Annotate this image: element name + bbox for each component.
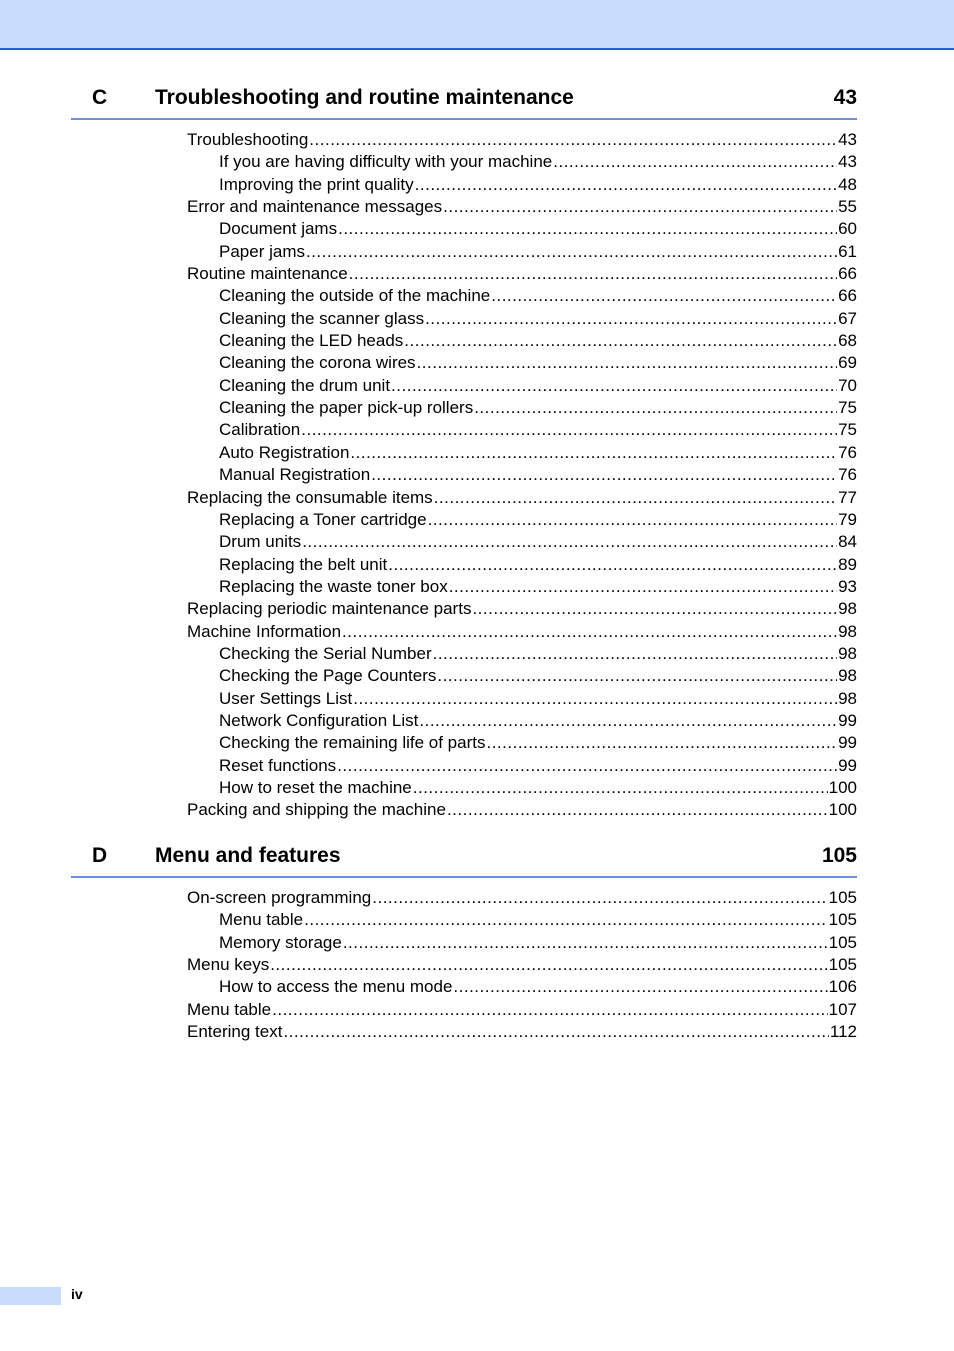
toc-subentry[interactable] (71, 151, 857, 173)
dot-leader (349, 263, 837, 285)
dot-leader (343, 932, 828, 954)
toc-entry-page: 70 (838, 375, 857, 395)
toc-entry-title: Checking the remaining life of parts (219, 733, 486, 753)
toc-entry-title: Cleaning the drum unit (219, 375, 391, 395)
dot-leader (553, 151, 837, 173)
toc-entry-title: Cleaning the LED heads (219, 331, 404, 351)
dot-leader (417, 352, 838, 374)
dot-leader (425, 308, 837, 330)
toc-entry-page: 77 (838, 487, 857, 507)
dot-leader (433, 643, 837, 665)
toc-entry-title: Improving the print quality (219, 174, 414, 194)
toc-entry-page: 67 (838, 308, 857, 328)
toc-entry-title: Replacing the waste toner box (219, 576, 448, 596)
toc-subentry[interactable] (71, 352, 857, 374)
dot-leader (302, 531, 837, 553)
dot-leader (486, 732, 837, 754)
toc-entry-page: 105 (828, 955, 857, 975)
toc-entry-page: 43 (838, 130, 857, 149)
chapter-d-section (71, 842, 857, 1043)
toc-entry[interactable] (71, 1021, 857, 1043)
toc-entry-page: 98 (838, 688, 857, 708)
dot-leader (304, 909, 828, 931)
dot-leader (472, 598, 837, 620)
toc-entry-title: Manual Registration (219, 465, 371, 485)
toc-entry-page: 99 (838, 755, 857, 775)
dot-leader (272, 999, 828, 1021)
toc-entry-title: How to access the menu mode (219, 977, 453, 997)
chapter-heading[interactable] (71, 842, 857, 878)
toc-entry-page: 98 (838, 599, 857, 619)
toc-entry-title: If you are having difficulty with your machine (219, 152, 553, 172)
toc-entry-title: Cleaning the scanner glass (219, 308, 425, 328)
toc-entry-title: User Settings List (219, 688, 353, 708)
toc-entry-page: 79 (838, 509, 857, 529)
toc-entry-page: 98 (838, 666, 857, 686)
toc-entry-title: Cleaning the corona wires (219, 353, 416, 373)
dot-leader (337, 755, 837, 777)
toc-entry-page: 66 (838, 264, 857, 284)
toc-entry-title: Calibration (219, 420, 301, 440)
dot-leader (306, 241, 837, 263)
toc-subentry[interactable] (71, 909, 857, 931)
toc-subentry[interactable] (71, 976, 857, 998)
toc-entry[interactable] (71, 887, 857, 909)
toc-entry-title: On-screen programming (187, 888, 372, 907)
toc-entry-page: 105 (828, 932, 857, 952)
toc-subentry[interactable] (71, 419, 857, 441)
dot-leader (283, 1021, 828, 1043)
toc-entry[interactable] (71, 129, 857, 151)
toc-entry-title: Entering text (187, 1022, 283, 1042)
toc-entry-title: Machine Information (187, 621, 342, 641)
toc-entry-page: 89 (838, 554, 857, 574)
toc-entry-page: 105 (828, 888, 857, 907)
toc-entry-page: 75 (838, 398, 857, 418)
toc-entry-page: 60 (838, 219, 857, 239)
dot-leader (449, 576, 837, 598)
toc-subentry[interactable] (71, 710, 857, 732)
chapter-page-number: 105 (821, 844, 857, 867)
dot-leader (434, 487, 837, 509)
toc-subentry[interactable] (71, 755, 857, 777)
dot-leader (415, 174, 837, 196)
toc-entry-title: Network Configuration List (219, 710, 419, 730)
toc-entry-title: Memory storage (219, 932, 342, 952)
toc-entry-title: Checking the Page Counters (219, 666, 437, 686)
page-tab-marker (0, 1287, 61, 1305)
toc-entry-page: 76 (838, 465, 857, 485)
chapter-page-number: 43 (833, 86, 857, 109)
toc-entry-page: 76 (838, 442, 857, 462)
dot-leader (419, 710, 837, 732)
toc-subentry[interactable] (71, 375, 857, 397)
toc-entry-page: 98 (838, 621, 857, 641)
toc-entry[interactable] (71, 196, 857, 218)
dot-leader (428, 509, 837, 531)
toc-entry-page: 98 (838, 643, 857, 663)
dot-leader (474, 397, 837, 419)
chapter-c-section (71, 84, 857, 822)
toc-entry-page: 61 (838, 241, 857, 261)
toc-entry-page: 105 (828, 910, 857, 930)
dot-leader (371, 464, 837, 486)
toc-entry-page: 93 (838, 576, 857, 596)
toc-entry-page: 75 (838, 420, 857, 440)
toc-entry-title: Menu table (187, 999, 272, 1019)
toc-subentry[interactable] (71, 688, 857, 710)
toc-entry[interactable] (71, 263, 857, 285)
chapter-title: Menu and features (155, 844, 341, 867)
footer-page-number: iv (71, 1286, 83, 1302)
dot-leader (270, 954, 827, 976)
toc-entry-title: Troubleshooting (187, 130, 309, 149)
toc-entry-page: 66 (838, 286, 857, 306)
toc-subentry[interactable] (71, 308, 857, 330)
chapter-heading[interactable] (71, 84, 857, 120)
toc-subentry[interactable] (71, 397, 857, 419)
dot-leader (342, 621, 837, 643)
dot-leader (453, 976, 827, 998)
toc-list (71, 129, 857, 822)
toc-subentry[interactable] (71, 442, 857, 464)
toc-entry-title: Replacing a Toner cartridge (219, 509, 427, 529)
toc-subentry[interactable] (71, 464, 857, 486)
toc-entry-page: 107 (828, 999, 857, 1019)
toc-entry[interactable] (71, 799, 857, 821)
toc-entry-title: Reset functions (219, 755, 337, 775)
toc-entry-page: 84 (838, 532, 857, 552)
dot-leader (353, 688, 837, 710)
toc-entry[interactable] (71, 999, 857, 1021)
toc-entry-title: Packing and shipping the machine (187, 800, 446, 820)
dot-leader (404, 330, 837, 352)
toc-entry-title: Document jams (219, 219, 338, 239)
toc-entry-page: 69 (838, 353, 857, 373)
chapter-title: Troubleshooting and routine maintenance (155, 86, 574, 109)
toc-entry-title: Cleaning the paper pick-up rollers (219, 398, 474, 418)
dot-leader (338, 218, 837, 240)
dot-leader (372, 887, 827, 909)
toc-entry-title: Error and maintenance messages (187, 197, 443, 217)
toc-entry-page: 55 (838, 197, 857, 217)
toc-entry-page: 112 (829, 1022, 857, 1042)
toc-subentry[interactable] (71, 932, 857, 954)
toc-subentry[interactable] (71, 285, 857, 307)
dot-leader (443, 196, 837, 218)
toc-entry-page: 100 (828, 800, 857, 820)
toc-entry-page: 99 (838, 710, 857, 730)
header-band (0, 0, 954, 50)
toc-subentry[interactable] (71, 509, 857, 531)
chapter-letter: C (92, 86, 108, 109)
chapter-letter: D (92, 844, 108, 867)
dot-leader (391, 375, 837, 397)
toc-entry-title: How to reset the machine (219, 777, 412, 797)
toc-entry-title: Auto Registration (219, 442, 350, 462)
toc-subentry[interactable] (71, 732, 857, 754)
toc-subentry[interactable] (71, 531, 857, 553)
toc-entry-page: 106 (828, 977, 857, 997)
dot-leader (301, 419, 837, 441)
dot-leader (388, 554, 837, 576)
toc-subentry[interactable] (71, 330, 857, 352)
toc-entry-title: Replacing periodic maintenance parts (187, 599, 472, 619)
toc-entry-title: Cleaning the outside of the machine (219, 286, 491, 306)
toc-entry-page: 100 (828, 777, 857, 797)
toc-entry-title: Menu keys (187, 955, 270, 975)
dot-leader (491, 285, 837, 307)
dot-leader (437, 665, 837, 687)
toc-entry-title: Menu table (219, 910, 304, 930)
toc-entry[interactable] (71, 598, 857, 620)
toc-entry-title: Routine maintenance (187, 264, 348, 284)
toc-entry-title: Replacing the belt unit (219, 554, 388, 574)
toc-entry[interactable] (71, 487, 857, 509)
dot-leader (447, 799, 828, 821)
toc-entry-page: 43 (838, 152, 857, 172)
toc-subentry[interactable] (71, 665, 857, 687)
toc-entry-page: 68 (838, 331, 857, 351)
dot-leader (350, 442, 837, 464)
toc-entry-title: Drum units (219, 532, 302, 552)
toc-subentry[interactable] (71, 576, 857, 598)
toc-subentry[interactable] (71, 643, 857, 665)
toc-entry-title: Replacing the consumable items (187, 487, 433, 507)
toc-entry-page: 48 (838, 174, 857, 194)
toc-subentry[interactable] (71, 241, 857, 263)
toc-entry-title: Checking the Serial Number (219, 643, 432, 663)
toc-subentry[interactable] (71, 218, 857, 240)
toc-subentry[interactable] (71, 554, 857, 576)
dot-leader (309, 129, 837, 151)
dot-leader (413, 777, 828, 799)
toc-subentry[interactable] (71, 777, 857, 799)
toc-entry[interactable] (71, 621, 857, 643)
toc-entry-title: Paper jams (219, 241, 305, 261)
toc-entry[interactable] (71, 954, 857, 976)
toc-list (71, 887, 857, 1043)
toc-subentry[interactable] (71, 174, 857, 196)
toc-entry-page: 99 (838, 733, 857, 753)
